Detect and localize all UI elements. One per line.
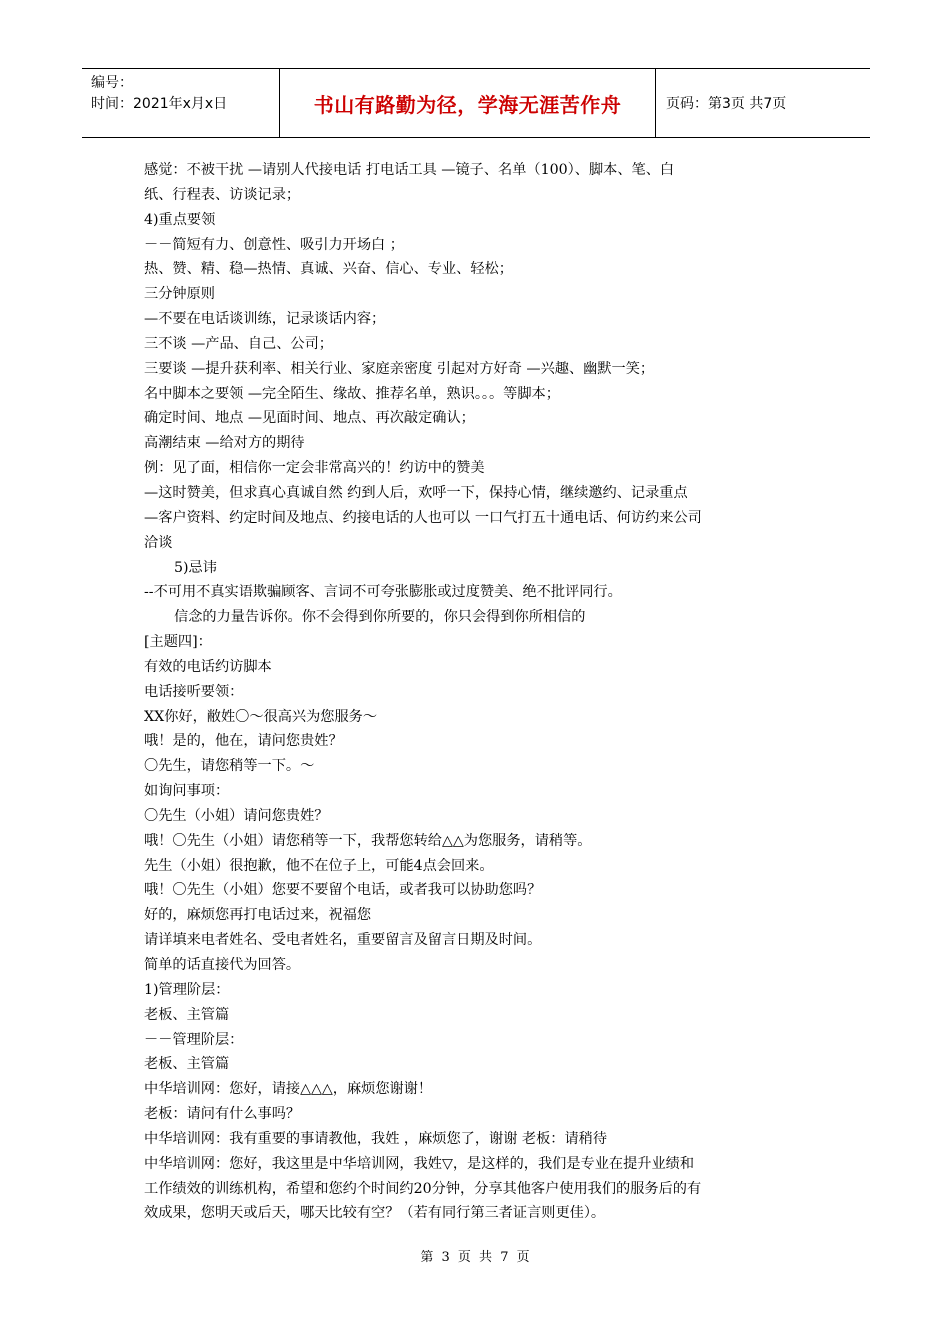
body-line: －－管理阶层：: [144, 1031, 244, 1048]
body-line: —不要在电话谈训练，记录谈话内容；: [144, 311, 386, 328]
body-line: --不可用不真实语欺骗顾客、言词不可夸张膨胀或过度赞美、绝不批评同行。: [144, 584, 622, 601]
body-line: —这时赞美，但求真心真诚自然 约到人后，欢呼一下，保持心情，继续邀约、记录重点: [144, 484, 688, 501]
section-heading: 5)忌讳: [174, 559, 217, 576]
body-line: 好的，麻烦您再打电话过来，祝福您: [144, 907, 372, 924]
body-line: 高潮结束 —给对方的期待: [144, 435, 305, 452]
body-line: 老板、主管篇: [144, 1056, 230, 1073]
body-line: 〇先生（小姐）请问您贵姓？: [144, 807, 329, 824]
body-line: 热、赞、精、稳—热情、真诚、兴奋、信心、专业、轻松；: [144, 261, 513, 278]
body-line: 电话接听要领：: [144, 683, 244, 700]
body-line: 确定时间、地点 —见面时间、地点、再次敲定确认；: [144, 410, 475, 427]
body-line: 信念的力量告诉你。你不会得到你所要的，你只会得到你所相信的: [174, 609, 586, 626]
section-heading: 1)管理阶层：: [144, 981, 230, 998]
header-page-info: 页码：第3页 共7页: [666, 96, 787, 112]
body-line: －－简短有力、创意性、吸引力开场白 ；: [144, 236, 404, 253]
header-motto: 书山有路勤为径，学海无涯苦作舟: [280, 69, 656, 137]
body-line: 感觉：不被干扰 —请别人代接电话 打电话工具 —镜子、名单（100）、脚本、笔、白: [144, 162, 675, 178]
body-line: 如询问事项：: [144, 783, 230, 800]
body-line: 老板、主管篇: [144, 1006, 230, 1023]
body-line: 中华培训网：您好，请接△△△，麻烦您谢谢！: [144, 1081, 433, 1098]
body-line: 名中脚本之要领 —完全陌生、缘故、推荐名单，熟识。。。等脚本；: [144, 385, 560, 402]
body-line: 三不谈 —产品、自己、公司；: [144, 335, 333, 352]
body-line: 三要谈 —提升获利率、相关行业、家庭亲密度 引起对方好奇 —兴趣、幽默一笑；: [144, 360, 655, 377]
body-line: 有效的电话约访脚本: [144, 658, 272, 675]
body-line: —客户资料、约定时间及地点、约接电话的人也可以 一口气打五十通电话、何访约来公司: [144, 509, 702, 526]
body-line: 效成果，您明天或后天，哪天比较有空？（若有同行第三者证言则更佳）。: [144, 1205, 606, 1222]
body-line: 例：见了面，相信你一定会非常高兴的！约访中的赞美: [144, 460, 485, 477]
body-line: 中华培训网：我有重要的事请教他，我姓 ，麻烦您了，谢谢 老板：请稍待: [144, 1130, 608, 1147]
body-line: 哦！〇先生（小姐）请您稍等一下，我帮您转给△△为您服务，请稍等。: [144, 832, 592, 849]
document-number-label: 编号：: [91, 75, 133, 91]
page-header: [82, 68, 870, 138]
document-date: 时间：2021年x月x日: [91, 96, 228, 112]
body-line: 洽谈: [144, 534, 173, 551]
document-body: [144, 158, 816, 1226]
body-line: 〇先生，请您稍等一下。～: [144, 758, 315, 775]
page-footer: 第 3 页 共 7 页: [420, 1250, 530, 1265]
body-line: 老板：请问有什么事吗？: [144, 1106, 301, 1123]
header-meta: [82, 69, 280, 137]
body-line: 哦！〇先生（小姐）您要不要留个电话，或者我可以协助您吗？: [144, 882, 542, 899]
section-heading: 4)重点要领: [144, 211, 216, 228]
body-line: 先生（小姐）很抱歉，他不在位子上，可能4点会回来。: [144, 857, 494, 874]
body-line: 纸、行程表、访谈记录；: [144, 186, 301, 203]
body-line: 简单的话直接代为回答。: [144, 957, 301, 973]
body-line: 工作绩效的训练机构，希望和您约个时间约20分钟，分享其他客户使用我们的服务后的有: [144, 1180, 702, 1197]
body-line: 哦！是的，他在，请问您贵姓？: [144, 733, 343, 750]
body-line: 中华培训网：您好，我这里是中华培训网，我姓▽，是这样的，我们是专业在提升业绩和: [144, 1155, 695, 1172]
section-heading: [主题四]：: [144, 634, 212, 651]
body-line: 请详填来电者姓名、受电者姓名，重要留言及留言日期及时间。: [144, 932, 542, 949]
body-line: 三分钟原则: [144, 286, 215, 303]
body-line: XX你好，敝姓〇～很高兴为您服务～: [144, 708, 378, 725]
